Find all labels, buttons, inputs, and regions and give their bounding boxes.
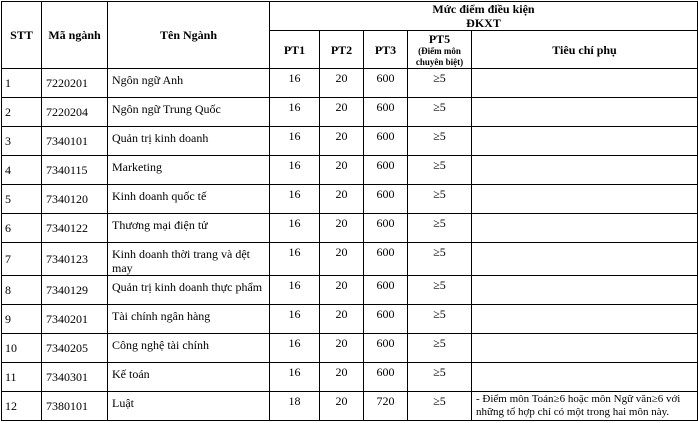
header-pt2: PT2 <box>320 31 364 69</box>
cell-pt2: 20 <box>320 156 364 185</box>
cell-pt1: 18 <box>270 392 320 421</box>
cell-criteria: - Điểm môn Toán≥6 hoặc môn Ngữ văn≥6 với những tổ hợp chỉ có một trong hai môn này. <box>472 392 698 421</box>
cell-major-code: 7340201 <box>42 305 108 334</box>
cell-pt2: 20 <box>320 185 364 214</box>
table-row <box>2 156 698 185</box>
cell-major-name: Kinh doanh quốc tế <box>108 185 270 214</box>
cell-pt5: ≥5 <box>408 243 472 276</box>
header-pt5-sub: (Điểm môn chuyên biệt) <box>415 45 464 67</box>
cell-criteria <box>472 276 698 305</box>
cell-major-name: Quản trị kinh doanh thực phẩm <box>108 276 270 305</box>
cell-pt5: ≥5 <box>408 276 472 305</box>
cell-criteria <box>472 334 698 363</box>
cell-stt: 5 <box>2 185 42 214</box>
table-row <box>2 392 698 421</box>
table-row <box>2 98 698 127</box>
cell-pt3: 600 <box>364 98 408 127</box>
header-condition-group <box>270 2 698 31</box>
table-row <box>2 305 698 334</box>
cell-criteria <box>472 185 698 214</box>
cell-pt3: 600 <box>364 334 408 363</box>
cell-criteria <box>472 156 698 185</box>
cell-major-name: Thương mại điện tử <box>108 214 270 243</box>
cell-major-name: Công nghệ tài chính <box>108 334 270 363</box>
cell-pt5: ≥5 <box>408 185 472 214</box>
table-row <box>2 276 698 305</box>
cell-criteria <box>472 127 698 156</box>
cell-pt2: 20 <box>320 363 364 392</box>
admission-conditions-table <box>1 1 698 421</box>
cell-pt2: 20 <box>320 276 364 305</box>
header-pt5-label: PT5 <box>428 31 451 46</box>
cell-stt: 12 <box>2 392 42 421</box>
cell-pt1: 16 <box>270 69 320 98</box>
cell-major-code: 7340122 <box>42 214 108 243</box>
cell-major-code: 7340123 <box>42 243 108 276</box>
header-pt1: PT1 <box>270 31 320 69</box>
cell-major-code: 7340129 <box>42 276 108 305</box>
cell-pt3: 600 <box>364 305 408 334</box>
table-row <box>2 214 698 243</box>
cell-pt3: 600 <box>364 363 408 392</box>
table-row <box>2 127 698 156</box>
cell-pt1: 16 <box>270 98 320 127</box>
cell-stt: 10 <box>2 334 42 363</box>
cell-pt5: ≥5 <box>408 214 472 243</box>
header-stt: STT <box>2 2 42 69</box>
cell-major-name: Kinh doanh thời trang và dệt may <box>108 243 270 276</box>
cell-pt3: 600 <box>364 214 408 243</box>
cell-pt1: 16 <box>270 305 320 334</box>
cell-pt5: ≥5 <box>408 127 472 156</box>
cell-pt1: 16 <box>270 334 320 363</box>
cell-stt: 8 <box>2 276 42 305</box>
header-pt3: PT3 <box>364 31 408 69</box>
table-row <box>2 185 698 214</box>
cell-major-code: 7340115 <box>42 156 108 185</box>
cell-pt1: 16 <box>270 185 320 214</box>
cell-pt1: 16 <box>270 363 320 392</box>
cell-pt2: 20 <box>320 243 364 276</box>
cell-pt3: 720 <box>364 392 408 421</box>
cell-major-code: 7220201 <box>42 69 108 98</box>
header-major-code: Mã ngành <box>42 2 108 69</box>
cell-stt: 9 <box>2 305 42 334</box>
cell-major-code: 7340101 <box>42 127 108 156</box>
cell-pt2: 20 <box>320 127 364 156</box>
cell-pt3: 600 <box>364 276 408 305</box>
cell-criteria <box>472 243 698 276</box>
cell-pt3: 600 <box>364 243 408 276</box>
cell-criteria <box>472 98 698 127</box>
cell-major-name: Luật <box>108 392 270 421</box>
cell-major-code: 7220204 <box>42 98 108 127</box>
cell-pt3: 600 <box>364 156 408 185</box>
cell-pt2: 20 <box>320 98 364 127</box>
cell-pt5: ≥5 <box>408 334 472 363</box>
table-row <box>2 243 698 276</box>
cell-pt5: ≥5 <box>408 305 472 334</box>
cell-pt3: 600 <box>364 185 408 214</box>
cell-stt: 3 <box>2 127 42 156</box>
cell-stt: 4 <box>2 156 42 185</box>
cell-pt5: ≥5 <box>408 69 472 98</box>
table-row <box>2 69 698 98</box>
cell-major-name: Kế toán <box>108 363 270 392</box>
cell-pt3: 600 <box>364 69 408 98</box>
cell-pt2: 20 <box>320 69 364 98</box>
cell-pt1: 16 <box>270 127 320 156</box>
cell-stt: 7 <box>2 243 42 276</box>
cell-pt5: ≥5 <box>408 363 472 392</box>
cell-major-name: Quản trị kinh doanh <box>108 127 270 156</box>
cell-pt2: 20 <box>320 334 364 363</box>
cell-pt5: ≥5 <box>408 156 472 185</box>
cell-pt3: 600 <box>364 127 408 156</box>
cell-criteria <box>472 363 698 392</box>
table-row <box>2 363 698 392</box>
cell-pt1: 16 <box>270 243 320 276</box>
cell-pt1: 16 <box>270 276 320 305</box>
cell-pt1: 16 <box>270 214 320 243</box>
cell-major-code: 7340120 <box>42 185 108 214</box>
header-pt5 <box>408 31 472 69</box>
table-body <box>2 69 698 421</box>
cell-pt2: 20 <box>320 214 364 243</box>
cell-pt2: 20 <box>320 305 364 334</box>
cell-stt: 6 <box>2 214 42 243</box>
header-group-line1: Mức điểm điều kiện <box>432 2 535 16</box>
cell-criteria <box>472 69 698 98</box>
cell-criteria <box>472 305 698 334</box>
header-group-line2: ĐKXT <box>466 16 501 30</box>
cell-criteria <box>472 214 698 243</box>
cell-pt5: ≥5 <box>408 98 472 127</box>
cell-major-name: Ngôn ngữ Trung Quốc <box>108 98 270 127</box>
cell-major-code: 7340301 <box>42 363 108 392</box>
table-row <box>2 334 698 363</box>
header-row-top <box>2 2 698 31</box>
cell-stt: 2 <box>2 98 42 127</box>
cell-pt1: 16 <box>270 156 320 185</box>
cell-major-name: Tài chính ngân hàng <box>108 305 270 334</box>
header-major-name: Tên Ngành <box>108 2 270 69</box>
cell-stt: 1 <box>2 69 42 98</box>
cell-major-name: Ngôn ngữ Anh <box>108 69 270 98</box>
cell-pt5: ≥5 <box>408 392 472 421</box>
cell-pt2: 20 <box>320 392 364 421</box>
header-criteria: Tiêu chí phụ <box>472 31 698 69</box>
cell-stt: 11 <box>2 363 42 392</box>
cell-major-code: 7340205 <box>42 334 108 363</box>
cell-major-code: 7380101 <box>42 392 108 421</box>
cell-major-name: Marketing <box>108 156 270 185</box>
